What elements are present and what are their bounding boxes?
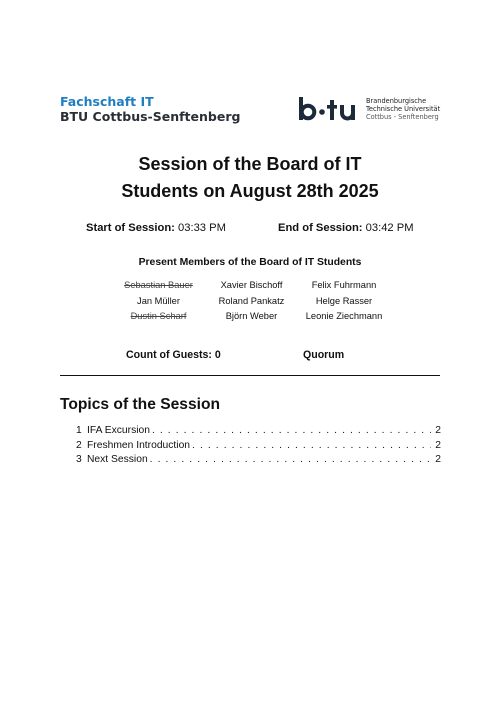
- document-title: [0, 151, 500, 205]
- session-start-label: Start of Session:: [86, 222, 175, 234]
- topic-title: Next Session: [87, 454, 148, 465]
- dot-leader: [152, 425, 431, 436]
- org-line-1: Fachschaft IT: [60, 94, 154, 109]
- member-name: Roland Pankatz: [218, 295, 285, 306]
- university-line-3: Cottbus - Senftenberg: [366, 113, 439, 121]
- university-line-2: Technische Universität: [366, 105, 441, 113]
- title-line-2: Students on August 28th 2025: [121, 181, 379, 201]
- topic-title: Freshmen Introduction: [87, 439, 191, 451]
- topic-entry[interactable]: [76, 440, 441, 455]
- university-logo: [298, 96, 440, 122]
- topic-number: 2: [76, 439, 82, 451]
- topic-page-number: 2: [435, 425, 441, 436]
- member-name: Dustin Scharf: [130, 311, 187, 321]
- session-end: [278, 222, 414, 234]
- topic-number: 3: [76, 454, 82, 465]
- btu-logo-mark: [298, 96, 360, 122]
- member-name: Leonie Ziechmann: [305, 311, 383, 321]
- university-name: [366, 97, 440, 121]
- session-start-value: 03:33 PM: [178, 222, 226, 234]
- topic-page-number: 2: [435, 454, 441, 465]
- members-heading: Present Members of the Board of IT Students: [138, 257, 362, 268]
- member-name: Helge Rasser: [315, 295, 373, 306]
- dot-leader: [150, 454, 431, 465]
- organization-name: [60, 94, 240, 124]
- session-start: [86, 222, 226, 234]
- topic-entry[interactable]: [76, 425, 441, 440]
- topic-title: IFA Excursion: [87, 425, 150, 436]
- topic-page-number: 2: [435, 439, 441, 451]
- members-grid: [112, 278, 390, 325]
- title-line-1: Session of the Board of IT: [138, 154, 362, 174]
- quorum-label: Quorum: [303, 349, 345, 361]
- topic-entry[interactable]: [76, 454, 441, 469]
- session-end-label: End of Session:: [278, 222, 363, 234]
- university-line-1: Brandenburgische: [366, 97, 427, 105]
- member-name: Jan Müller: [137, 295, 180, 306]
- member-name: Björn Weber: [225, 311, 278, 321]
- member-name: Felix Fuhrmann: [311, 280, 377, 290]
- dot-leader: [192, 440, 431, 451]
- section-divider: [60, 375, 440, 376]
- topic-number: 1: [76, 425, 82, 436]
- topics-heading: Topics of the Session: [60, 396, 221, 413]
- member-name: Xavier Bischoff: [220, 280, 283, 290]
- member-name: Sebastian Bauer: [124, 280, 193, 290]
- topics-list: [76, 425, 441, 469]
- org-line-2: BTU Cottbus-Senftenberg: [60, 109, 241, 124]
- session-end-value: 03:42 PM: [365, 222, 414, 234]
- guest-count: Count of Guests: 0: [126, 349, 221, 361]
